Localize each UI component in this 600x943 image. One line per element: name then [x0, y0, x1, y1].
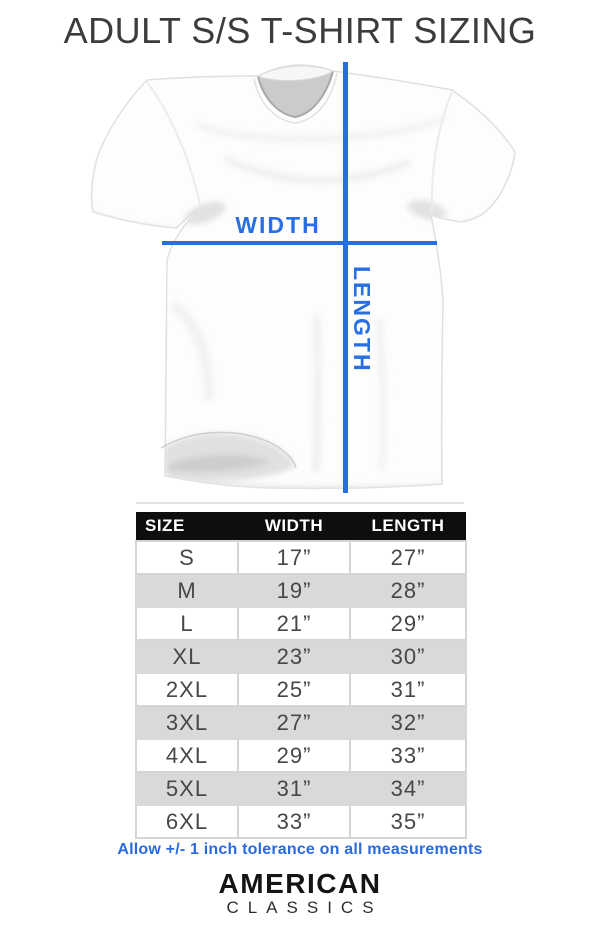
width-cell: 23” [238, 640, 350, 673]
width-cell: 17” [238, 541, 350, 574]
width-cell: 19” [238, 574, 350, 607]
table-row [136, 541, 466, 574]
size-cell: 2XL [136, 673, 238, 706]
size-cell: 6XL [136, 805, 238, 838]
size-cell: L [136, 607, 238, 640]
length-cell: 28” [350, 574, 466, 607]
width-cell: 25” [238, 673, 350, 706]
table-header-row [136, 512, 466, 541]
tshirt-photo [75, 60, 525, 505]
length-cell: 29” [350, 607, 466, 640]
width-cell: 27” [238, 706, 350, 739]
length-cell: 32” [350, 706, 466, 739]
size-cell: 3XL [136, 706, 238, 739]
width-cell: 33” [238, 805, 350, 838]
brand-subname: CLASSICS [226, 898, 383, 918]
width-cell: 31” [238, 772, 350, 805]
length-cell: 35” [350, 805, 466, 838]
page-title: ADULT S/S T-SHIRT SIZING [63, 10, 537, 51]
brand-name: AMERICAN [218, 868, 382, 899]
length-cell: 30” [350, 640, 466, 673]
size-column-header: SIZE [136, 512, 238, 541]
table-row [136, 805, 466, 838]
table-row [136, 607, 466, 640]
tolerance-note: Allow +/- 1 inch tolerance on all measurements [117, 841, 483, 858]
length-cell: 27” [350, 541, 466, 574]
shirt-ground-shadow [136, 502, 464, 504]
length-cell: 34” [350, 772, 466, 805]
size-cell: 4XL [136, 739, 238, 772]
width-cell: 21” [238, 607, 350, 640]
table-row [136, 706, 466, 739]
table-row [136, 739, 466, 772]
size-cell: XL [136, 640, 238, 673]
size-table [135, 512, 467, 839]
width-measure-line [162, 241, 437, 245]
width-label: WIDTH [235, 212, 321, 238]
length-column-header: LENGTH [350, 512, 466, 541]
width-cell: 29” [238, 739, 350, 772]
table-row [136, 640, 466, 673]
table-row [136, 574, 466, 607]
table-row [136, 673, 466, 706]
size-cell: M [136, 574, 238, 607]
width-column-header: WIDTH [238, 512, 350, 541]
table-row [136, 772, 466, 805]
length-cell: 31” [350, 673, 466, 706]
length-cell: 33” [350, 739, 466, 772]
size-cell: 5XL [136, 772, 238, 805]
brand-logo [0, 869, 600, 918]
size-cell: S [136, 541, 238, 574]
length-measure-line [343, 62, 348, 493]
tshirt-diagram [75, 60, 525, 505]
length-label: LENGTH [349, 266, 375, 373]
